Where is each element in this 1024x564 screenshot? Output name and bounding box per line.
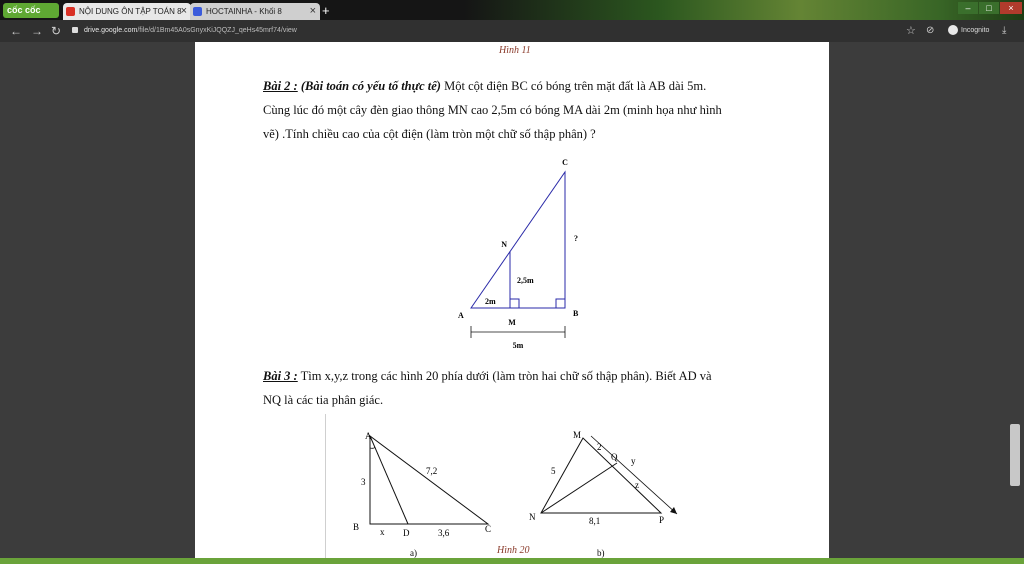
bisector-ad [370,436,408,524]
bai2-paragraph [263,74,783,146]
bai2-heading: Bài 2 : [263,79,298,93]
label-p: P [659,515,665,525]
bai3-line2: NQ là các tia phân giác. [263,393,384,407]
figure-20b [525,422,705,564]
tab-hoctainha[interactable] [190,3,320,20]
close-icon[interactable]: × [309,5,316,17]
shield-icon[interactable]: ⊘ [926,25,935,36]
titlebar-background [464,0,1024,20]
tab-strip [0,0,1024,20]
subfigure-a-label: a) [410,548,417,558]
maximize-button[interactable]: □ [979,2,999,14]
label-bd: x [380,527,385,537]
reload-icon[interactable]: ↻ [51,24,62,38]
close-icon[interactable]: × [180,5,187,17]
site-icon [193,7,202,16]
label-n: N [529,512,536,522]
tab-label: NỘI DUNG ÔN TẬP TOÁN 8 [79,7,182,16]
bai2-text-1: Một cột điện BC có bóng trên mặt đất là AB dài 5m. [444,79,707,93]
bai2-subtitle: (Bài toán có yếu tố thực tế) [300,79,441,93]
label-m: M [508,318,516,327]
document-page [195,42,829,564]
label-a: A [365,431,372,441]
bai2-line1 [263,74,783,98]
bai2-line3: vẽ) .Tính chiều cao của cột điện (làm tròn một chữ số thập phân) ? [263,127,596,141]
bai3-paragraph [263,364,783,412]
arrow-line [591,436,677,514]
bai3-line1 [263,364,783,388]
bai3-heading: Bài 3 : [263,369,298,383]
label-mn-length: 2,5m [517,276,534,285]
label-n: N [501,240,507,249]
label-a: A [458,311,464,320]
incognito-indicator[interactable] [948,24,989,38]
right-angle-m [510,299,519,308]
taskbar-strip [0,558,1024,564]
incognito-label: Incognito [961,27,990,34]
label-mn: 5 [551,466,556,476]
figure-caption-11: Hình 11 [499,45,531,56]
label-q: Q [611,452,618,462]
bookmark-star-icon[interactable]: ☆ [906,25,916,37]
figure-pole-shadow [445,152,585,352]
address-bar[interactable] [72,24,922,38]
label-c: C [485,524,492,534]
tab-label: HOCTAINHA - Khối 8 [206,7,282,16]
figure-20a [330,422,510,564]
new-tab-button[interactable]: + [322,3,330,18]
label-c: C [562,158,568,167]
address-toolbar [0,20,1024,42]
forward-icon[interactable]: → [31,24,43,38]
scrollbar-thumb[interactable] [1010,424,1020,486]
label-b: B [353,522,360,532]
label-am-length: 2m [485,297,496,306]
bai3-text-1: Tìm x,y,z trong các hình 20 phía dưới (làm tròn hai chữ số thập phân). Biết AD và [300,369,712,383]
arrow-head [670,507,677,514]
url-host: drive.google.com [84,27,138,34]
label-np: 8,1 [589,516,601,526]
label-mq: 2 [597,442,602,452]
label-d: D [403,528,410,538]
label-z: z [635,480,639,490]
label-ab: 3 [361,477,366,487]
incognito-icon [948,25,958,35]
minimize-button[interactable]: – [958,2,978,14]
label-b: B [573,309,579,318]
label-ab-length: 5m [512,341,524,350]
pdf-icon [66,7,75,16]
triangle-abc [471,172,565,308]
download-icon[interactable]: ⤓ [1002,25,1007,36]
label-question: ? [574,234,578,243]
label-dc: 3,6 [438,528,450,538]
right-angle-b [556,299,565,308]
label-y: y [631,456,636,466]
figure-caption-20: Hình 20 [497,545,530,556]
close-window-button[interactable]: × [1000,2,1022,14]
pdf-viewer [0,42,1024,564]
browser-logo[interactable]: cốc cốc [3,3,59,18]
tab-noi-dung[interactable] [63,3,191,20]
bai2-line2: Cùng lúc đó một cây đèn giao thông MN cao 2,5m có bóng MA dài 2m (minh họa như hình [263,103,722,117]
url-path: /file/d/1Bm45A0sGnyxKiJQQZJ_qeHs45mrf74/view [137,27,297,34]
subfigure-b-label: b) [597,548,605,558]
angle-mark [370,447,375,448]
triangle-abc-a [370,436,488,524]
label-m: M [573,430,582,440]
back-icon[interactable]: ← [10,24,22,38]
label-ac: 7,2 [426,466,438,476]
lock-icon [72,27,78,33]
